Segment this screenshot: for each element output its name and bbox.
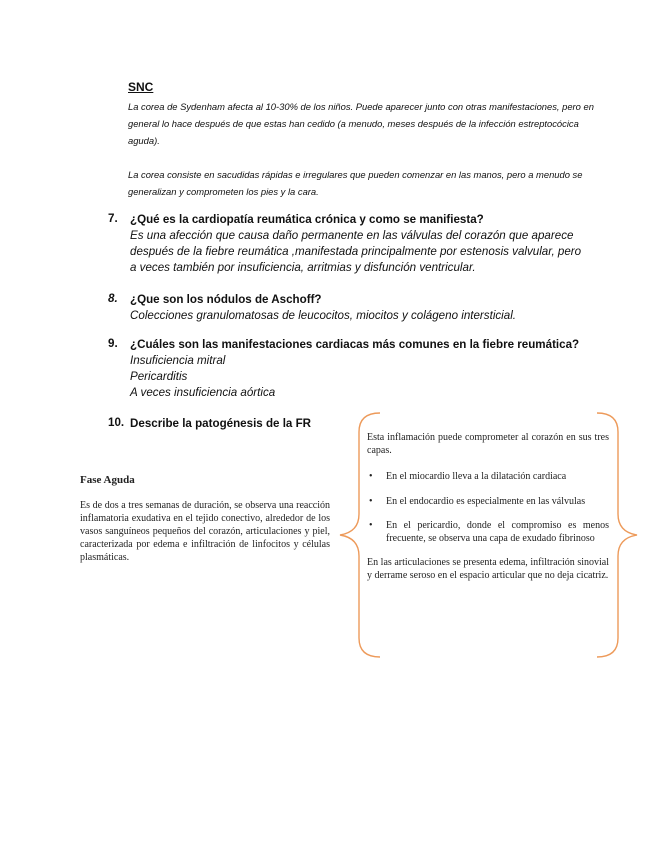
bullet-icon: • <box>369 471 373 482</box>
snc-heading: SNC <box>128 80 154 94</box>
fase-body: Es de dos a tres semanas de duración, se observa una reacción inflamatoria exudativa en el tejido conectivo, alrededor de los vasos sanguíneos pequeños del corazón, articulaciones y piel, caracterizada por edema e infiltración de linfocitos y células plasmáticas. <box>80 500 330 563</box>
question-number: 7. <box>108 212 118 225</box>
answer-item: Insuficiencia mitral <box>130 354 226 367</box>
question-number: 9. <box>108 337 118 350</box>
question-title: ¿Que son los nódulos de Aschoff? <box>130 293 322 306</box>
list-item <box>367 520 609 545</box>
question-answer: Es una afección que causa daño permanente en las válvulas del corazón que aparece después de la fiebre reumática ,manifestada principalmente por estenosis valvular, pero a veces también por insuficiencia, arritmias y disfunción ventricular. <box>130 229 582 274</box>
question-title: ¿Cuáles son las manifestaciones cardiacas más comunes en la fiebre reumática? <box>130 338 580 351</box>
list-item <box>367 496 609 509</box>
question-title: ¿Qué es la cardiopatía reumática crónica y como se manifiesta? <box>130 213 484 226</box>
question-9 <box>108 337 588 401</box>
answer-item: A veces insuficiencia aórtica <box>130 386 276 399</box>
snc-section <box>128 80 598 200</box>
fase-title: Fase Aguda <box>80 474 135 486</box>
bullet-icon: • <box>369 520 373 531</box>
fase-aguda-section <box>80 474 330 564</box>
list-item <box>367 471 609 484</box>
bullet-icon: • <box>369 495 373 507</box>
question-8 <box>108 292 588 324</box>
joints-paragraph: En las articulaciones se presenta edema, infiltración sinovial y derrame seroso en el espacio articular que no deja cicatriz. <box>367 557 609 581</box>
question-7 <box>108 212 588 276</box>
question-title: Describe la patogénesis de la FR <box>130 417 312 430</box>
snc-paragraph-1: La corea de Sydenham afecta al 10-30% de los niños. Puede aparecer junto con otras manifestaciones, pero en general lo hace después de que estas han cedido (a menudo, meses después de la infección estreptocócica aguda). <box>128 101 594 146</box>
inflammation-list <box>367 471 609 545</box>
question-number: 10. <box>108 416 125 429</box>
list-item-text: En el endocardio es especialmente en las válvulas <box>386 495 586 507</box>
question-number: 8. <box>108 292 118 305</box>
list-item-text: En el pericardio, donde el compromiso es menos frecuente, se observa una capa de exudado fibrinoso <box>386 520 609 544</box>
snc-paragraph-2: La corea consiste en sacudidas rápidas e irregulares que pueden comenzar en las manos, pero a menudo se generalizan y comprometen los pies y la cara. <box>128 169 583 197</box>
inflammation-section <box>367 432 609 582</box>
question-answer: Colecciones granulomatosas de leucocitos, miocitos y colágeno intersticial. <box>130 309 517 322</box>
list-item-text: En el miocardio lleva a la dilatación cardiaca <box>386 471 567 482</box>
inflammation-intro: Esta inflamación puede comprometer al corazón en sus tres capas. <box>367 432 609 456</box>
answer-item: Pericarditis <box>130 370 188 383</box>
